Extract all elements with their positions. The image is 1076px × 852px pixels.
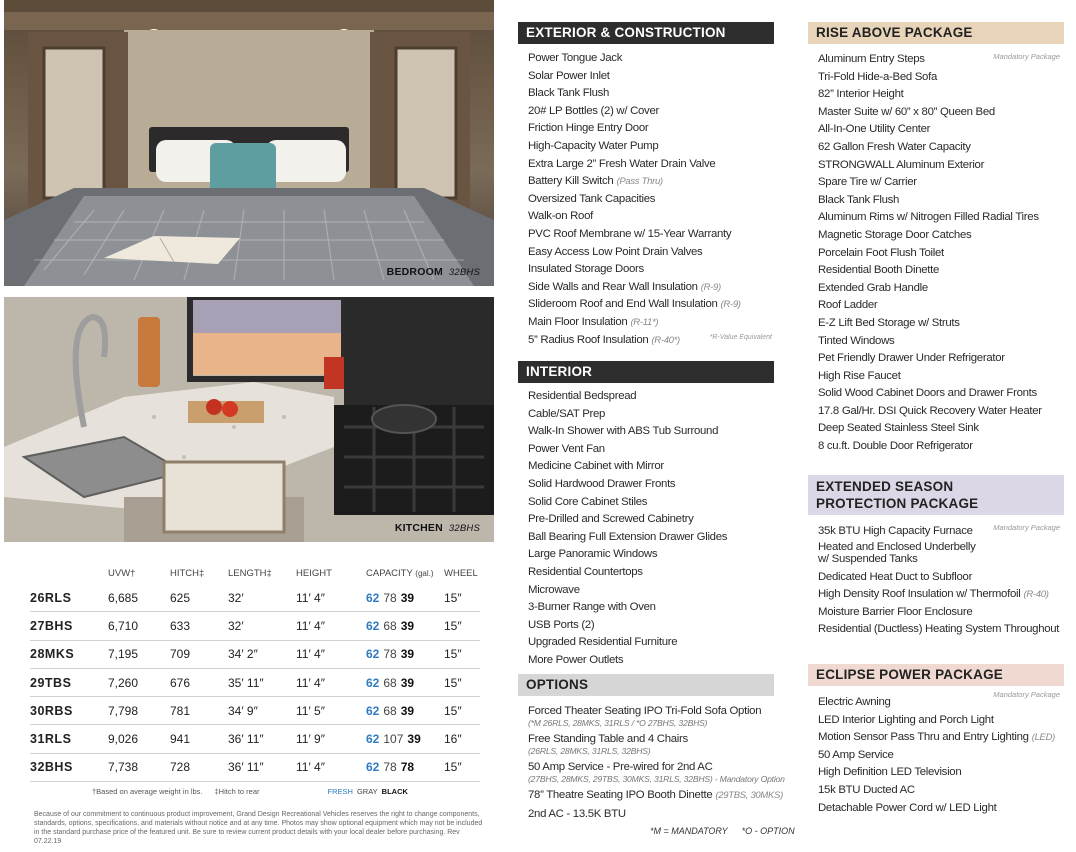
extended-heading-line1: EXTENDED SEASON — [816, 479, 954, 494]
list-item — [818, 541, 988, 566]
extended-heading-line2: PROTECTION PACKAGE — [816, 496, 979, 511]
list-item-text: Forced Theater Seating IPO Tri-Fold Sofa Option — [528, 705, 762, 717]
specs-rows — [30, 584, 480, 782]
hitch-cell: 941 — [170, 732, 191, 747]
exterior-section — [518, 22, 774, 349]
list-item: USB Ports (2) — [528, 618, 595, 631]
exterior-heading: EXTERIOR & CONSTRUCTION — [518, 22, 774, 44]
uvw-cell: 7,798 — [108, 703, 139, 718]
capacity-cell — [344, 732, 434, 746]
list-item: Pre-Drilled and Screwed Cabinetry — [528, 513, 694, 526]
list-item: Aluminum Entry Steps — [818, 53, 925, 65]
list-item-note: (R-40*) — [651, 334, 680, 346]
list-item — [528, 226, 774, 244]
list-item: Power Vent Fan — [528, 442, 605, 455]
list-item — [528, 732, 774, 756]
list-item-text: 35k BTU High Capacity Furnace — [818, 525, 973, 537]
list-item: 82” Interior Height — [818, 88, 904, 101]
bedroom-caption-model: 32BHS — [448, 267, 480, 278]
list-item — [528, 156, 774, 174]
list-item-sub: (27BHS, 28MKS, 29TBS, 30MKS, 31RLS, 32BHS) - Mandatory Option — [528, 774, 785, 784]
disclaimer: Because of our commitment to continuous product improvement, Grand Design Recreational Vehicles reserves the right to change components, standards, options, specifications, and materials without notice and at any time. Photos may show optional equipment which may not be included in the standard purchase price of the featured unit. Be sure to review current product details with your local dealer before purchasing. Rev 07.22.19 — [34, 811, 483, 845]
length-cell: 34′ 2″ — [228, 647, 258, 662]
list-item-text: Black Tank Flush — [528, 87, 610, 100]
eclipse-list — [808, 686, 1064, 817]
uvw-cell: 7,260 — [108, 675, 139, 690]
fresh-capacity: 62 — [366, 590, 380, 605]
gray-capacity: 78 — [383, 647, 397, 662]
list-item: Solid Hardwood Drawer Fronts — [528, 477, 676, 490]
list-item: Aluminum Rims w/ Nitrogen Filled Radial Tires — [818, 211, 1039, 224]
list-item-text: 50 Amp Service - Pre-wired for 2nd AC — [528, 761, 713, 773]
extended-section — [808, 475, 1064, 639]
wheel-cell: 15″ — [444, 703, 462, 718]
height-cell: 11′ 4″ — [296, 675, 325, 690]
capacity-cell — [344, 591, 434, 605]
hitch-cell: 728 — [170, 760, 191, 775]
table-row — [30, 612, 480, 640]
eclipse-heading: ECLIPSE POWER PACKAGE — [808, 664, 1064, 686]
list-item — [818, 729, 1064, 747]
list-item-text: Walk-on Roof — [528, 210, 593, 223]
specs-footnotes — [30, 782, 480, 800]
gray-capacity: 78 — [383, 590, 397, 605]
list-item-text: Moisture Barrier Floor Enclosure — [818, 605, 973, 618]
height-cell: 11′ 5″ — [296, 703, 325, 718]
list-item: Residential Countertops — [528, 565, 643, 578]
wheel-cell: 15″ — [444, 760, 462, 775]
list-item: Walk-In Shower with ABS Tub Surround — [528, 425, 719, 438]
list-item — [818, 621, 1064, 639]
list-item-text: 78” Theatre Seating IPO Booth Dinette — [528, 789, 713, 801]
kitchen-illustration — [4, 297, 494, 542]
list-item-text: 2nd AC - 13.5K BTU — [528, 808, 626, 820]
black-capacity: 39 — [400, 618, 415, 633]
hitch-cell: 781 — [170, 703, 191, 718]
uvw-cell: 7,738 — [108, 760, 139, 775]
list-item-text: 50 Amp Service — [818, 748, 894, 761]
list-item: High Rise Faucet — [818, 369, 901, 382]
list-item: Residential Booth Dinette — [818, 264, 940, 277]
list-item-text: Residential (Ductless) Heating System Throughout — [818, 623, 1060, 636]
list-item-note: (R-40) — [1023, 589, 1049, 601]
black-capacity: 39 — [407, 732, 421, 747]
list-item — [528, 279, 774, 297]
list-item: Cable/SAT Prep — [528, 407, 606, 420]
capacity-cell — [344, 676, 434, 690]
options-list — [518, 696, 785, 821]
model-cell: 29TBS — [30, 675, 72, 690]
options-section — [518, 674, 785, 825]
height-cell: 11′ 4″ — [296, 647, 325, 662]
specs-header-hitch: HITCH‡ — [170, 567, 205, 579]
fresh-capacity: 62 — [366, 618, 380, 633]
bedroom-illustration — [4, 0, 494, 286]
height-cell: 11′ 4″ — [296, 590, 325, 605]
eclipse-mandatory: Mandatory Package — [993, 690, 1060, 699]
list-item — [528, 314, 774, 332]
length-cell: 36′ 11″ — [228, 760, 264, 775]
table-row — [30, 725, 480, 753]
list-item-note: (LED) — [1031, 732, 1056, 744]
list-item — [818, 800, 1064, 818]
list-item: Master Suite w/ 60” x 80” Queen Bed — [818, 105, 995, 118]
list-item — [528, 261, 774, 279]
list-item: Roof Ladder — [818, 299, 878, 312]
list-item: 3-Burner Range with Oven — [528, 601, 656, 614]
list-item: Solid Core Cabinet Stiles — [528, 495, 648, 508]
list-item — [528, 760, 785, 784]
gray-capacity: 68 — [383, 703, 397, 718]
list-item-text: Free Standing Table and 4 Chairs — [528, 733, 688, 745]
list-item-note: (29TBS, 30MKS) — [715, 790, 783, 801]
specs-header-capacity — [344, 568, 434, 579]
kitchen-caption-model: 32BHS — [448, 523, 480, 534]
list-item — [528, 191, 774, 209]
list-item-text: Heated and Enclosed Underbelly w/ Suspended Tanks — [818, 540, 976, 566]
list-item: Large Panoramic Windows — [528, 548, 658, 561]
list-item-text: Solar Power Inlet — [528, 69, 610, 82]
list-item — [528, 50, 774, 68]
capacity-key-fresh: FRESH — [327, 786, 353, 796]
fresh-capacity: 62 — [366, 760, 380, 775]
rise-above-list — [808, 44, 1064, 456]
list-item-sub: (26RLS, 28MKS, 31RLS, 32BHS) — [528, 746, 651, 756]
list-item-text: Slideroom Roof and End Wall Insulation — [528, 298, 718, 311]
model-cell: 26RLS — [30, 590, 72, 605]
fresh-capacity: 62 — [366, 647, 380, 662]
height-cell: 11′ 4″ — [296, 760, 325, 775]
hitch-cell: 709 — [170, 647, 191, 662]
list-item — [528, 296, 774, 314]
list-item-text: 20# LP Bottles (2) w/ Cover — [528, 104, 659, 117]
footnote-based: †Based on average weight in lbs. — [92, 786, 203, 796]
list-item — [818, 764, 1064, 782]
kitchen-caption-label: KITCHEN — [394, 522, 443, 534]
interior-list — [518, 383, 774, 670]
specs-header-height: HEIGHT — [296, 567, 332, 579]
list-item — [818, 569, 1064, 587]
list-item: STRONGWALL Aluminum Exterior — [818, 158, 985, 171]
interior-section — [518, 361, 774, 670]
legend-option: *O - OPTION — [741, 826, 795, 836]
specs-header-wheel: WHEEL — [444, 567, 478, 579]
extended-list — [808, 515, 1064, 639]
wheel-cell: 15″ — [444, 675, 462, 690]
gray-capacity: 68 — [383, 675, 397, 690]
list-item-text: High-Capacity Water Pump — [528, 139, 659, 152]
capacity-key-black: BLACK — [381, 786, 408, 796]
capacity-cell — [344, 619, 434, 633]
kitchen-caption — [395, 522, 480, 534]
list-item-text: Motion Sensor Pass Thru and Entry Lighting — [818, 731, 1029, 744]
list-item-text: High Density Roof Insulation w/ Thermofoil — [818, 588, 1021, 601]
list-item-text: Power Tongue Jack — [528, 52, 623, 64]
list-item: Extended Grab Handle — [818, 281, 928, 294]
gray-capacity: 107 — [383, 732, 404, 747]
fresh-capacity: 62 — [366, 675, 380, 690]
uvw-cell: 6,685 — [108, 590, 139, 605]
extended-heading — [808, 475, 1064, 515]
list-item — [818, 604, 1064, 622]
list-item — [528, 68, 774, 86]
length-cell: 32′ — [228, 618, 244, 633]
list-item-text: Insulated Storage Doors — [528, 263, 644, 276]
model-cell: 32BHS — [30, 760, 73, 775]
list-item-note: (R-9) — [720, 299, 741, 311]
specs-table — [30, 562, 480, 800]
list-item: 17.8 Gal/Hr. DSI Quick Recovery Water Heater — [818, 404, 1042, 417]
model-cell: 28MKS — [30, 647, 75, 662]
fresh-capacity: 62 — [366, 703, 380, 718]
list-item-text: High Definition LED Television — [818, 766, 962, 779]
list-item — [528, 788, 783, 803]
specs-header-uvw: UVW† — [108, 567, 136, 579]
uvw-cell: 9,026 — [108, 732, 139, 747]
capacity-label: CAPACITY — [366, 567, 413, 579]
list-item: E-Z Lift Bed Storage w/ Struts — [818, 316, 960, 329]
fresh-capacity: 62 — [366, 732, 380, 747]
list-item — [528, 138, 774, 156]
list-item-note: (R-9) — [700, 281, 721, 293]
length-cell: 34′ 9″ — [228, 703, 258, 718]
list-item-text: Main Floor Insulation — [528, 315, 628, 328]
list-item — [818, 747, 1064, 765]
list-item: Black Tank Flush — [818, 193, 900, 206]
hitch-cell: 676 — [170, 675, 191, 690]
list-item: Solid Wood Cabinet Doors and Drawer Fronts — [818, 387, 1037, 400]
table-row — [30, 669, 480, 697]
list-item-note: (Pass Thru) — [616, 176, 663, 188]
black-capacity: 39 — [400, 675, 415, 690]
list-item: Porcelain Foot Flush Toilet — [818, 246, 944, 259]
black-capacity: 78 — [400, 760, 415, 775]
specs-header-length: LENGTH‡ — [228, 567, 272, 579]
list-item: Residential Bedspread — [528, 390, 637, 402]
list-item-text: 15k BTU Ducted AC — [818, 783, 915, 796]
model-cell: 30RBS — [30, 703, 73, 718]
capacity-cell — [344, 760, 434, 774]
table-row — [30, 697, 480, 725]
capacity-cell — [344, 704, 434, 718]
list-item-text: Friction Hinge Entry Door — [528, 122, 649, 135]
rise-above-section — [808, 22, 1064, 456]
list-item-text: Detachable Power Cord w/ LED Light — [818, 801, 997, 814]
list-item-text: Extra Large 2” Fresh Water Drain Valve — [528, 157, 716, 170]
list-item — [528, 208, 774, 226]
uvw-cell: 7,195 — [108, 647, 139, 662]
rise-above-heading: RISE ABOVE PACKAGE — [808, 22, 1064, 44]
table-row — [30, 754, 480, 782]
list-item-text: 5” Radius Roof Insulation — [528, 333, 649, 346]
options-heading: OPTIONS — [518, 674, 774, 696]
list-item-text: Battery Kill Switch — [528, 175, 614, 188]
list-item-text: LED Interior Lighting and Porch Light — [818, 713, 994, 726]
list-item: Ball Bearing Full Extension Drawer Glides — [528, 530, 728, 543]
capacity-key — [328, 787, 408, 796]
list-item-text: Oversized Tank Capacities — [528, 192, 656, 205]
footnote-hitch: ‡Hitch to rear — [214, 786, 260, 796]
exterior-list — [518, 44, 774, 349]
list-item: Medicine Cabinet with Mirror — [528, 460, 664, 473]
extended-mandatory: Mandatory Package — [993, 523, 1060, 532]
list-item-text: PVC Roof Membrane w/ 15-Year Warranty — [528, 227, 732, 240]
options-legend — [650, 826, 795, 836]
hitch-cell: 633 — [170, 618, 191, 633]
list-item: 8 cu.ft. Double Door Refrigerator — [818, 440, 973, 453]
legend-mandatory: *M = MANDATORY — [650, 826, 728, 836]
list-item-sub: (*M 26RLS, 28MKS, 31RLS / *O 27BHS, 32BHS) — [528, 718, 708, 728]
list-item-text: Easy Access Low Point Drain Valves — [528, 245, 703, 258]
list-item: More Power Outlets — [528, 653, 624, 666]
list-item: Magnetic Storage Door Catches — [818, 228, 972, 241]
list-item: Spare Tire w/ Carrier — [818, 176, 917, 189]
list-item: Upgraded Residential Furniture — [528, 636, 678, 649]
length-cell: 35′ 11″ — [228, 675, 264, 690]
rise-above-mandatory: Mandatory Package — [993, 52, 1060, 61]
list-item — [528, 244, 774, 262]
bedroom-caption-label: BEDROOM — [386, 266, 443, 278]
list-item: Microwave — [528, 583, 580, 596]
bedroom-caption — [387, 266, 480, 278]
uvw-cell: 6,710 — [108, 618, 139, 633]
list-item — [818, 782, 1064, 800]
model-cell: 31RLS — [30, 732, 72, 747]
list-item — [818, 586, 1064, 604]
wheel-cell: 15″ — [444, 618, 462, 633]
list-item-text: Side Walls and Rear Wall Insulation — [528, 280, 698, 293]
list-item: Pet Friendly Drawer Under Refrigerator — [818, 352, 1005, 365]
list-item-text: Electric Awning — [818, 696, 891, 708]
capacity-key-gray: GRAY — [356, 786, 378, 796]
bedroom-photo — [4, 0, 494, 286]
interior-heading: INTERIOR — [518, 361, 774, 383]
black-capacity: 39 — [400, 647, 415, 662]
list-item: 62 Gallon Fresh Water Capacity — [818, 140, 971, 153]
hitch-cell: 625 — [170, 590, 191, 605]
table-row — [30, 584, 480, 612]
height-cell: 11′ 9″ — [296, 732, 325, 747]
gray-capacity: 68 — [383, 618, 397, 633]
list-item: All-In-One Utility Center — [818, 123, 931, 136]
list-item — [528, 807, 774, 821]
list-item — [528, 85, 774, 103]
wheel-cell: 15″ — [444, 647, 462, 662]
gray-capacity: 78 — [383, 760, 397, 775]
table-row — [30, 641, 480, 669]
length-cell: 36′ 11″ — [228, 732, 264, 747]
length-cell: 32′ — [228, 590, 244, 605]
list-item — [528, 173, 774, 191]
wheel-cell: 15″ — [444, 590, 462, 605]
list-item — [528, 704, 774, 728]
model-cell: 27BHS — [30, 618, 73, 633]
black-capacity: 39 — [400, 590, 415, 605]
list-item — [528, 103, 774, 121]
list-item-text: Dedicated Heat Duct to Subfloor — [818, 570, 973, 583]
list-item: Deep Seated Stainless Steel Sink — [818, 422, 979, 435]
capacity-cell — [344, 647, 434, 661]
list-item — [528, 120, 774, 138]
black-capacity: 39 — [400, 703, 415, 718]
rvalue-note: *R-Value Equivalent — [709, 334, 772, 341]
list-item: Tri-Fold Hide-a-Bed Sofa — [818, 70, 937, 83]
wheel-cell: 16″ — [444, 732, 462, 747]
list-item: Tinted Windows — [818, 334, 895, 347]
height-cell: 11′ 4″ — [296, 618, 325, 633]
capacity-unit: (gal.) — [415, 568, 434, 578]
list-item-note: (R-11*) — [630, 316, 659, 328]
specs-header-row — [30, 562, 480, 584]
kitchen-photo — [4, 297, 494, 542]
list-item — [818, 712, 1064, 730]
eclipse-section — [808, 664, 1064, 817]
